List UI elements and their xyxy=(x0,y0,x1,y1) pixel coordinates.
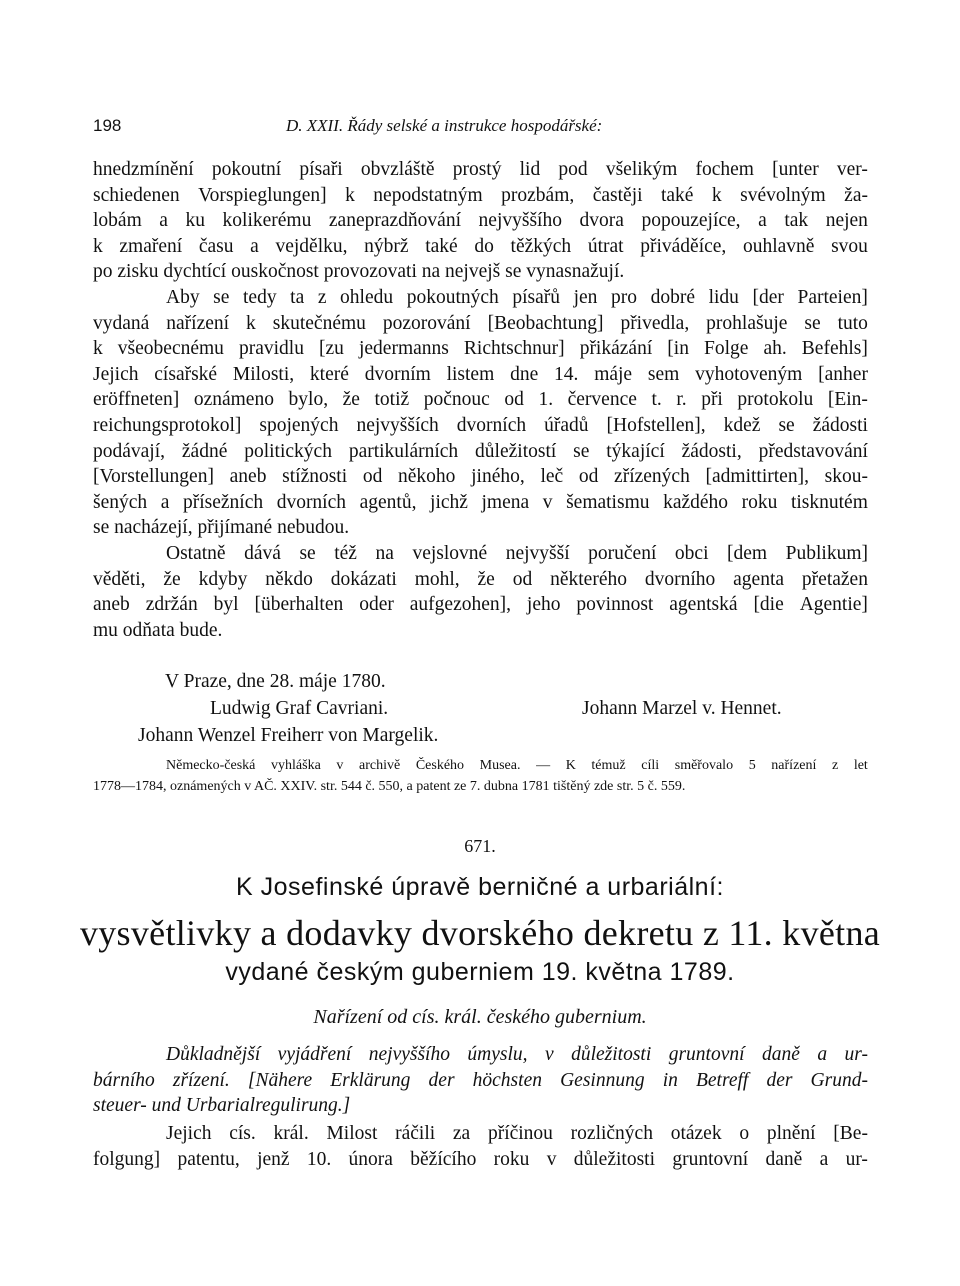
text-line xyxy=(93,234,868,260)
word: otázek xyxy=(670,1123,722,1144)
word: července xyxy=(567,389,637,411)
word: jenž xyxy=(257,1148,290,1170)
text-line xyxy=(93,157,868,183)
word: vyjádření xyxy=(277,1044,352,1065)
word: Důkladnější xyxy=(166,1044,261,1065)
word: ur- xyxy=(845,1148,868,1170)
word: [die xyxy=(753,594,784,616)
word: z xyxy=(832,758,839,773)
word: nařízení xyxy=(166,312,230,334)
word: kolikerému xyxy=(222,210,312,232)
word: aneb xyxy=(229,466,267,488)
word: se xyxy=(573,440,590,462)
text-line xyxy=(93,1042,868,1068)
word: skutečnému xyxy=(272,312,366,334)
text-line xyxy=(93,183,868,209)
word: cíli xyxy=(641,758,660,773)
word: dokázati xyxy=(330,568,397,590)
word: žádosti, xyxy=(681,440,742,462)
word: častěji xyxy=(592,184,643,206)
word: jichž xyxy=(430,491,468,513)
word: tak xyxy=(784,210,809,232)
word: [anher xyxy=(818,363,868,385)
text-line xyxy=(93,755,868,776)
word: zřízení. xyxy=(172,1069,230,1091)
word: ver- xyxy=(836,159,868,180)
word: pokoutní xyxy=(211,159,282,180)
word: der xyxy=(428,1069,455,1091)
word: přikázání xyxy=(579,338,653,360)
word: počnouc xyxy=(423,389,490,411)
word: reichungsprotokol] xyxy=(93,414,242,436)
word: svou xyxy=(831,235,868,257)
word: Agentie] xyxy=(799,594,868,616)
word: běžícího xyxy=(410,1148,477,1170)
title-line-3: vydané českým guberniem 19. května 1789. xyxy=(225,958,735,986)
word: agentů, xyxy=(359,491,417,513)
word: a xyxy=(160,491,170,513)
page-number: 198 xyxy=(93,116,122,135)
word: 14. xyxy=(554,363,579,385)
word: lid xyxy=(519,159,541,180)
word: roku xyxy=(493,1148,530,1170)
word: 1778—1784, oznámených v AČ. XXIV. str. 544 č. 550, a patent ze 7. dubna 1781 tištěný zde str. 5 č. 559. xyxy=(93,779,686,794)
word: Musea. xyxy=(479,758,521,773)
word: tuto xyxy=(837,312,868,334)
word: let xyxy=(853,758,868,773)
word: se nacházejí, přijímané nebudou. xyxy=(93,517,350,539)
text-line xyxy=(93,413,868,439)
place-date: V Praze, dne 28. máje 1780. xyxy=(165,671,386,692)
word: 1. xyxy=(538,389,554,411)
word: někoho xyxy=(398,466,456,488)
word: agenta xyxy=(733,568,785,590)
word: jedermanns xyxy=(358,338,449,360)
word: nejvyššího xyxy=(478,210,562,232)
word: každého xyxy=(663,491,729,513)
word: eröffneten] xyxy=(93,389,180,411)
word: se xyxy=(299,543,316,564)
word: agentská xyxy=(669,594,738,616)
word: útrat xyxy=(587,235,624,257)
signature-hennet: Johann Marzel v. Hennet. xyxy=(582,698,782,719)
word: zmaření xyxy=(119,235,183,257)
word: hnedzmínění xyxy=(93,159,194,180)
word: ur- xyxy=(844,1044,868,1065)
word: listem xyxy=(446,363,495,385)
word: a xyxy=(159,210,168,232)
word: nejvyššího xyxy=(368,1044,450,1065)
word: vejslovné xyxy=(412,543,488,564)
word: důležitosti xyxy=(573,1148,656,1170)
word: pravidlu xyxy=(238,338,304,360)
word: sem xyxy=(647,363,680,385)
word: z xyxy=(317,287,327,308)
word: ku xyxy=(185,210,205,232)
word: [der xyxy=(752,287,784,308)
word: které xyxy=(309,363,349,385)
word: ráčili xyxy=(395,1123,436,1144)
word: prohlašuje xyxy=(706,312,788,334)
word: kdyby xyxy=(198,568,248,590)
word: [Vorstellungen] xyxy=(93,466,214,488)
word: dvorního xyxy=(644,568,716,590)
word: steuer- und Urbarialregulirung.] xyxy=(93,1095,351,1117)
word: mohl, xyxy=(414,568,460,590)
word: se xyxy=(778,414,795,436)
word: času xyxy=(198,235,234,257)
word: pod xyxy=(558,159,588,180)
word: prostý xyxy=(452,159,502,180)
word: Richtschnur] xyxy=(463,338,565,360)
word: jiného, xyxy=(471,466,525,488)
word: Gesinnung xyxy=(560,1069,645,1091)
word: o xyxy=(739,1123,750,1144)
word: protokolu xyxy=(737,389,814,411)
word: Aby xyxy=(166,287,200,308)
word: nejen xyxy=(825,210,868,232)
word: k xyxy=(246,312,256,334)
word: [zu xyxy=(319,338,344,360)
text-line xyxy=(93,311,868,337)
paragraph-agents xyxy=(93,285,868,541)
word: a xyxy=(817,1044,828,1065)
word: dvorním xyxy=(364,363,431,385)
text-line xyxy=(93,592,868,618)
paragraph-patent xyxy=(93,1121,868,1172)
word: lobám xyxy=(93,210,142,232)
word: na xyxy=(375,543,394,564)
word: ža- xyxy=(844,184,868,206)
word: ah. xyxy=(763,338,787,360)
word: K xyxy=(565,758,576,773)
word: Befehls] xyxy=(801,338,868,360)
text-line xyxy=(93,439,868,465)
word: podávají, xyxy=(93,440,166,462)
word: povinnost xyxy=(576,594,654,616)
word: k xyxy=(345,184,355,206)
word: tisknutém xyxy=(790,491,868,513)
word: ouhlavně xyxy=(742,235,815,257)
word: také xyxy=(660,184,694,206)
word: v xyxy=(336,758,344,773)
word: máje xyxy=(594,363,633,385)
word: — xyxy=(536,758,551,773)
issuer-line: Nařízení od cís. král. českého gubernium. xyxy=(313,1006,647,1028)
word: dvorních xyxy=(276,491,347,513)
text-line xyxy=(93,464,868,490)
word: der xyxy=(766,1069,793,1091)
paragraph-revocation xyxy=(93,541,868,643)
word: 5 xyxy=(748,758,756,773)
word: zdržán xyxy=(145,594,198,616)
word: Jejich xyxy=(166,1123,212,1144)
word: vyhláška xyxy=(271,758,321,773)
text-line xyxy=(93,387,868,413)
word: totiž xyxy=(374,389,410,411)
word: jeho xyxy=(526,594,561,616)
word: [Be- xyxy=(833,1123,868,1144)
word: všeobecnému xyxy=(117,338,224,360)
word: partikulárních xyxy=(348,440,459,462)
word: Parteien] xyxy=(797,287,868,308)
signature-margelik: Johann Wenzel Freiherr von Margelik. xyxy=(138,725,439,746)
word: Folge xyxy=(704,338,749,360)
text-line xyxy=(93,285,868,311)
word: dobré xyxy=(650,287,695,308)
word: písařů xyxy=(512,287,561,308)
word: [admittirten], xyxy=(705,466,809,488)
word: všelikým xyxy=(605,159,678,180)
word: Milost xyxy=(326,1123,378,1144)
word: pokoutných xyxy=(406,287,499,308)
word: obvzláště xyxy=(360,159,435,180)
word: že xyxy=(342,389,360,411)
text-line xyxy=(93,541,868,567)
word: folgung] xyxy=(93,1148,161,1170)
word: k xyxy=(711,184,722,206)
word: přiváděíce, xyxy=(640,235,727,257)
word: Betreff xyxy=(695,1069,749,1091)
word: popouzejíce, xyxy=(641,210,741,232)
word: od xyxy=(362,466,383,488)
word: a xyxy=(758,210,767,232)
word: důležitostí xyxy=(475,440,557,462)
word: [dem xyxy=(727,543,768,564)
word: šených xyxy=(93,491,148,513)
word: úmyslu, xyxy=(467,1044,528,1065)
word: rozličných xyxy=(570,1123,653,1144)
word: Ostatně xyxy=(166,543,226,564)
word: Erklärung xyxy=(330,1069,411,1091)
text-line xyxy=(93,259,868,285)
word: jmena xyxy=(481,491,530,513)
word: [Hofstellen], xyxy=(606,414,706,436)
word: ohledu xyxy=(340,287,394,308)
word: přivedla, xyxy=(620,312,690,334)
word: v xyxy=(544,1044,554,1065)
word: že xyxy=(477,568,495,590)
word: [Beobachtung] xyxy=(487,312,604,334)
word: in xyxy=(662,1069,678,1091)
text-line xyxy=(93,567,868,593)
word: byl xyxy=(213,594,239,616)
word: t. xyxy=(651,389,662,411)
word: v xyxy=(546,1148,557,1170)
word: šematismu xyxy=(566,491,650,513)
word: Jejich xyxy=(93,363,139,385)
word: gruntovní xyxy=(672,1148,749,1170)
word: bárního xyxy=(93,1069,155,1091)
text-line xyxy=(93,515,868,541)
word: Německo-česká xyxy=(166,758,256,773)
word: dvorních xyxy=(456,414,527,436)
word: nepodstatným xyxy=(373,184,483,206)
word: Milosti, xyxy=(232,363,295,385)
text-line xyxy=(93,618,868,644)
word: věděti, xyxy=(93,568,146,590)
word: 10. xyxy=(306,1148,332,1170)
word: při xyxy=(701,389,723,411)
text-line xyxy=(93,490,868,516)
word: za xyxy=(452,1123,471,1144)
word: höchsten xyxy=(472,1069,542,1091)
word: spojených xyxy=(259,414,339,436)
title-line-2: vysvětlivky a dodavky dvorského dekretu z 11. května xyxy=(79,913,881,953)
word: jen xyxy=(573,287,598,308)
word: svévolným xyxy=(740,184,826,206)
word: nařízení xyxy=(771,758,817,773)
word: představování xyxy=(758,440,868,462)
word: bylo, xyxy=(288,389,329,411)
source-note xyxy=(93,755,868,797)
word: archivě xyxy=(359,758,401,773)
word: Vorspieglungen] xyxy=(198,184,327,206)
word: se xyxy=(804,312,821,334)
word: Grund- xyxy=(810,1069,868,1091)
word: po zisku dychtící ouskočnost provozovati na nejvejš se vynasnažují. xyxy=(93,261,625,283)
word: daně xyxy=(761,1044,800,1065)
text-line xyxy=(93,362,868,388)
word: těžkých xyxy=(510,235,572,257)
text-line xyxy=(93,1093,868,1119)
word: stížnosti xyxy=(282,466,348,488)
word: se xyxy=(213,287,230,308)
word: příčinou xyxy=(487,1123,553,1144)
word: dává xyxy=(244,543,281,564)
word: vejdělku, xyxy=(275,235,348,257)
word: přetažen xyxy=(801,568,868,590)
word: vydaná xyxy=(93,312,150,334)
word: [unter xyxy=(772,159,819,180)
word: král. xyxy=(273,1123,309,1144)
document-number: 671. xyxy=(464,836,496,856)
text-line xyxy=(93,208,868,234)
paragraph-continuation xyxy=(93,157,868,285)
word: [überhalten xyxy=(254,594,344,616)
word: aneb xyxy=(93,594,130,616)
word: fochem xyxy=(695,159,754,180)
word: aufgezohen], xyxy=(409,594,511,616)
word: přísežních xyxy=(182,491,264,513)
word: témuž xyxy=(591,758,626,773)
word: leč xyxy=(540,466,564,488)
word: mu odňata bude. xyxy=(93,619,223,641)
word: Českého xyxy=(415,758,465,773)
word: a xyxy=(250,235,259,257)
word: nejvyšší xyxy=(505,543,570,564)
running-title: D. XXII. Řády selské a instrukce hospodářské: xyxy=(286,116,603,135)
word: v xyxy=(542,491,553,513)
word: prozbám, xyxy=(501,184,575,206)
word: cís. xyxy=(229,1123,256,1144)
word: dne xyxy=(510,363,539,385)
word: důležitosti xyxy=(571,1044,652,1065)
word: oder xyxy=(359,594,394,616)
word: žádosti xyxy=(812,414,868,436)
word: směřovalo xyxy=(674,758,734,773)
word: žádné xyxy=(181,440,228,462)
signature-cavriani: Ludwig Graf Cavriani. xyxy=(210,698,389,719)
word: dvora xyxy=(579,210,624,232)
page-header xyxy=(93,116,868,140)
word: a xyxy=(819,1148,829,1170)
word: poručení xyxy=(588,543,657,564)
word: vyhotoveným xyxy=(695,363,803,385)
word: někdo xyxy=(265,568,313,590)
word: týkající xyxy=(606,440,665,462)
word: nýbrž xyxy=(364,235,409,257)
text-line xyxy=(93,776,868,797)
word: pro xyxy=(611,287,637,308)
word: schiedenen xyxy=(93,184,180,206)
word: skou- xyxy=(824,466,868,488)
word: politických xyxy=(244,440,332,462)
text-line xyxy=(93,1068,868,1094)
text-line xyxy=(93,1147,868,1173)
word: zřízených xyxy=(614,466,690,488)
word: od xyxy=(504,389,524,411)
word: lidu xyxy=(708,287,739,308)
word: daně xyxy=(765,1148,803,1170)
word: od xyxy=(512,568,533,590)
word: písaři xyxy=(299,159,343,180)
word: k xyxy=(93,235,103,257)
word: též xyxy=(334,543,357,564)
word: nejvyšších xyxy=(356,414,439,436)
text-line xyxy=(93,336,868,362)
word: roku xyxy=(741,491,778,513)
word: [in xyxy=(667,338,689,360)
word: od xyxy=(578,466,599,488)
word: Publikum] xyxy=(785,543,868,564)
word: února xyxy=(348,1148,393,1170)
word: císařské xyxy=(154,363,218,385)
word: úřadů xyxy=(544,414,589,436)
title-line-1: K Josefinské úpravě berničné a urbariální: xyxy=(236,873,724,901)
word: plnění xyxy=(766,1123,816,1144)
word: [Ein- xyxy=(827,389,868,411)
word: gruntovní xyxy=(668,1044,745,1065)
word: že xyxy=(163,568,181,590)
word: [Nähere xyxy=(247,1069,313,1091)
word: obci xyxy=(674,543,709,564)
word: kdež xyxy=(723,414,761,436)
word: také xyxy=(425,235,458,257)
word: zaneprazdňování xyxy=(328,210,461,232)
word: patentu, xyxy=(177,1148,240,1170)
word: k xyxy=(93,338,103,360)
word: tedy xyxy=(243,287,277,308)
word: r. xyxy=(676,389,687,411)
summary-paragraph xyxy=(93,1042,868,1119)
word: pozorování xyxy=(382,312,471,334)
word: ta xyxy=(290,287,305,308)
text-line xyxy=(93,1121,868,1147)
word: do xyxy=(474,235,494,257)
word: některého xyxy=(550,568,627,590)
word: oznámeno xyxy=(193,389,274,411)
